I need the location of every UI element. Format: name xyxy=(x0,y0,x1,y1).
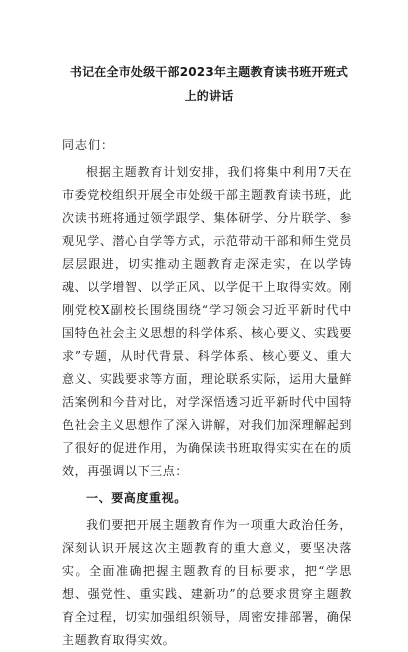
section-heading-1: 一、要高度重视。 xyxy=(86,491,187,505)
paragraph-2: 我们要把开展主题教育作为一项重大政治任务，深刻认识开展这次主题教育的重大意义，要坚决落实。全面准确把握主题教育的目标要求，把“学思想、强党性、重实践、建新功”的总要求贯穿主题教育全过程，切实加强组织领导，周密安排部署，确保主题教育取得实效。 xyxy=(62,518,352,647)
paragraph-1: 根据主题教育计划安排，我们将集中利用7天在市委党校组织开展全市处级干部主题教育读书班，此次读书班将通过领学跟学、集体研学、分片联学、参观见学、潜心自学等方式，示范带动干部和师生党员层层跟进，切实推动主题教育走深走实，在以学铸魂、以学增智、以学正风、以学促干上取得实效。刚刚党校X副校长围绕围绕“学习领会习近平新时代中国特色社会主义思想的科学体系、核心要义、实践要求”专题，从时代背景、科学体系、核心要义、重大意义、实践要求等方面，理论联系实际，运用大量鲜活案例和今昔对比，对学深悟透习近平新时代中国特色社会主义思想作了深入讲解，对我们加深理解起到了很好的促进作用，为确保读书班取得实实在在的质效，再强调以下三点： xyxy=(62,165,352,478)
document-title: 书记在全市处级干部2023年主题教育读书班开班式上的讲话 xyxy=(69,65,349,103)
greeting: 同志们： xyxy=(62,138,115,152)
